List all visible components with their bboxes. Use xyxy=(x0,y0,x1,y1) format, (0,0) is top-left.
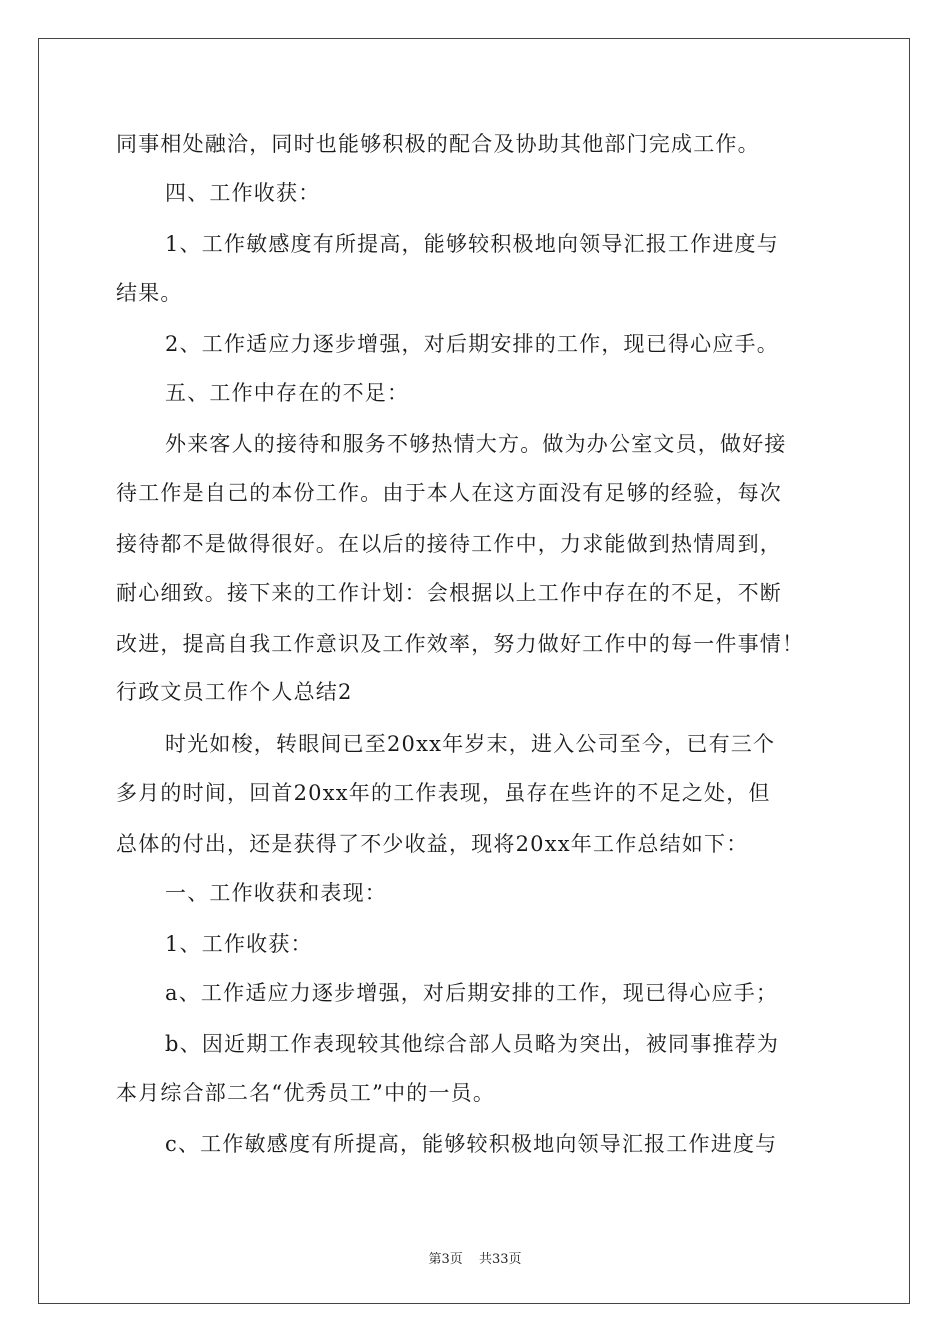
text-line: 同事相处融洽，同时也能够积极的配合及协助其他部门完成工作。 xyxy=(116,132,760,156)
page-total: 共33页 xyxy=(478,1252,522,1267)
article-title: 行政文员工作个人总结2 xyxy=(116,680,353,704)
section-heading: 1、工作收获： xyxy=(165,932,313,956)
page-footer xyxy=(0,1248,950,1267)
text-line: 多月的时间，回首20xx年的工作表现，虽存在些许的不足之处，但 xyxy=(116,781,771,805)
text-line: 时光如梭，转眼间已至20xx年岁末，进入公司至今，已有三个 xyxy=(165,732,776,756)
text-line: 总体的付出，还是获得了不少收益，现将20xx年工作总结如下： xyxy=(116,832,749,856)
text-line: 结果。 xyxy=(116,281,183,305)
text-line: 接待都不是做得很好。在以后的接待工作中，力求能做到热情周到， xyxy=(116,532,782,556)
text-line: 1、工作敏感度有所提高，能够较积极地向领导汇报工作进度与 xyxy=(165,232,779,256)
text-line: 耐心细致。接下来的工作计划：会根据以上工作中存在的不足，不断 xyxy=(116,581,782,605)
text-line: 待工作是自己的本份工作。由于本人在这方面没有足够的经验，每次 xyxy=(116,481,782,505)
page-number: 第3页 xyxy=(428,1252,463,1267)
text-line: b、因近期工作表现较其他综合部人员略为突出，被同事推荐为 xyxy=(165,1032,780,1056)
text-line: 外来客人的接待和服务不够热情大方。做为办公室文员，做好接 xyxy=(165,432,787,456)
text-line: 2、工作适应力逐步增强，对后期安排的工作，现已得心应手。 xyxy=(165,332,779,356)
text-line: a、工作适应力逐步增强，对后期安排的工作，现已得心应手； xyxy=(165,981,779,1005)
section-heading: 一、工作收获和表现： xyxy=(165,881,387,905)
text-line: c、工作敏感度有所提高，能够较积极地向领导汇报工作进度与 xyxy=(165,1132,778,1156)
section-heading: 四、工作收获： xyxy=(165,181,321,205)
text-line: 改进，提高自我工作意识及工作效率，努力做好工作中的每一件事情！ xyxy=(116,632,805,656)
section-heading: 五、工作中存在的不足： xyxy=(165,381,410,405)
text-line: 本月综合部二名“优秀员工”中的一员。 xyxy=(116,1081,496,1105)
